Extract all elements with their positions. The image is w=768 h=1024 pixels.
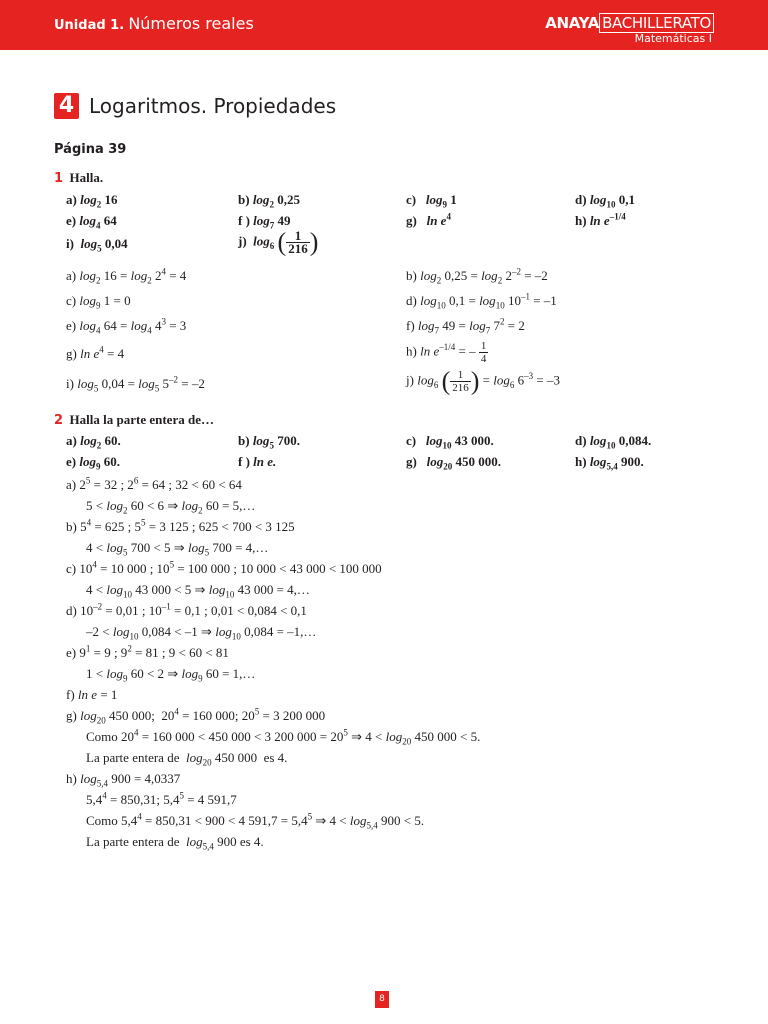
exercise-1-item-i: i) $\log_5 0,04$ [66, 236, 128, 254]
exercise-2-heading: 2 Halla la parte entera de… [54, 412, 214, 428]
solution-1h: h) $\ln e^{-1/4}$ = – $\frac{1}{4}$ [406, 340, 487, 365]
solution-1b: b) $\log_2 0,25 = \log_2 2^{-2} = -2$ [406, 266, 548, 286]
solution-2c-line2: $4 < \log_{10} 43$ 000 < 5 ⇒ $\log_{10} 43$ 000 = 4,… [86, 582, 310, 600]
exercise-1-item-d: d) $\log_{10} 0,1$ [575, 192, 635, 210]
solution-2h-line3: Como $5,4^4 = 850,31 < 900 < 4$ $591,7 = 5,4^5$ ⇒ $4 < \log_{5,4} 900 < 5$. [86, 811, 425, 831]
exercise-1-item-j: j) $\log_6$ ( $\frac{1}{216}$ ) [238, 227, 319, 257]
exercise-1-item-c: c) $\log_9 1$ [406, 192, 457, 210]
section-title: Logaritmos. Propiedades [89, 94, 337, 118]
solution-2b-line2: $4 < \log_5 700 < 5$ ⇒ $\log_5 700$ = 4,… [86, 540, 269, 558]
solution-2e-line1: e) $9^1 = 9$ ; $9^2 = 81$ ; 9 < 60 < 81 [66, 643, 229, 660]
solution-2c-line1: c) $10^4 = 10$ 000 ; $10^5 = 100$ 000 ; 10 000 < 43 000 < 100 000 [66, 559, 382, 576]
exercise-2-item-d: d) $\log_{10} 0,084$. [575, 433, 652, 451]
exercise-2-item-f: f ) ln e. [238, 454, 277, 469]
exercise-2-item-e: e) $\log_9 60$. [66, 454, 120, 472]
solution-1g: g) $\ln e^4 = 4$ [66, 344, 125, 361]
solution-1e: e) $\log_4 64 = \log_4 4^3 = 3$ [66, 316, 187, 336]
solution-2d-line2: $-2 < \log_{10} 0,084 < -1$ ⇒ $\log_{10} 0,084$ = –1,… [86, 624, 317, 642]
exercise-1-item-b: b) $\log_2 0,25$ [238, 192, 300, 210]
section-heading [54, 93, 336, 119]
solution-2b-line1: b) $5^4 = 625$ ; $5^5 = 3$ 125 ; 625 < 700 < 3 125 [66, 517, 295, 534]
solution-2h-line4: La parte entera de $\log_{5,4} 900$ es 4. [86, 834, 264, 852]
page-number: 8 [375, 991, 389, 1008]
exercise-1-item-h: h) $\ln e^{-1/4}$ [575, 211, 626, 228]
publisher-logo: ANAYA BACHILLERATO [545, 14, 714, 32]
solution-2d-line1: d) $10^{-2} = 0,01$ ; $10^{-1} = 0,1$ ; 0,01 < 0,084 < 0,1 [66, 601, 307, 618]
solution-2g-line3: La parte entera de $\log_{20} 450$ 000 es 4. [86, 750, 288, 768]
solution-2h-line2: $5,4^4 = 850,31$; $5,4^5 = 4$ 591,7 [86, 790, 237, 807]
page-label: Página 39 [54, 142, 127, 157]
solution-2a-line2: $5 < \log_2 60 < 6$ ⇒ $\log_2 60$ = 5,… [86, 498, 256, 516]
solution-2g-line1: g) $\log_{20} 450$ 000; $20^4 = 160$ 000; $20^5 = 3$ 200 000 [66, 706, 326, 726]
exercise-1-item-g: g) $\ln e^4$ [406, 211, 451, 228]
page-header [0, 0, 768, 50]
exercise-2-item-b: b) $\log_5 700$. [238, 433, 300, 451]
solution-2g-line2: Como $20^4 = 160$ 000 < 450 000 < 3 200 $000 = 20^5$ ⇒ $4 < \log_{20} 450$ 000 < 5. [86, 727, 481, 747]
solution-1i: i) $\log_5 0,04 = \log_5 5^{-2} = -2$ [66, 374, 205, 394]
exercise-1-item-a: a) $\log_2 16$ [66, 192, 118, 210]
solution-2e-line2: $1 < \log_9 60 < 2$ ⇒ $\log_9 60$ = 1,… [86, 666, 256, 684]
exercise-2-item-g: g) $\log_{20} 450$ 000. [406, 454, 501, 472]
exercise-1-item-e: e) $\log_4 64$ [66, 213, 117, 231]
solution-1d: d) $\log_{10} 0,1 = \log_{10} 10^{-1} = -1$ [406, 291, 557, 311]
unit-title: Unidad 1. Números reales [54, 14, 254, 33]
solution-1a: a) $\log_2 16 = \log_2 2^4 = 4$ [66, 266, 187, 286]
solution-2a-line1: a) $2^5 = 32$ ; $2^6 = 64$ ; 32 < 60 < 64 [66, 475, 242, 492]
exercise-2-item-c: c) $\log_{10} 43$ 000. [406, 433, 494, 451]
solution-2f: f) ln e = 1 [66, 687, 118, 702]
exercise-2-item-h: h) $\log_{5,4} 900$. [575, 454, 644, 472]
subject-label: Matemáticas I [634, 32, 712, 45]
section-number: 4 [54, 93, 79, 119]
solution-1c: c) $\log_9 1 = 0$ [66, 293, 131, 311]
exercise-2-item-a: a) $\log_2 60$. [66, 433, 121, 451]
solution-2h-line1: h) $\log_{5,4} 900 = 4,0337$ [66, 771, 181, 789]
exercise-1-heading: 1 Halla. [54, 170, 104, 186]
solution-1j: j) $\log_6$ ( $\frac{1}{216}$ ) = $\log_6 6^{-3} = -3$ [406, 366, 560, 396]
exercise-1-item-f: f ) $\log_7 49$ [238, 213, 291, 231]
solution-1f: f) $\log_7 49 = \log_7 7^2 = 2$ [406, 316, 525, 336]
